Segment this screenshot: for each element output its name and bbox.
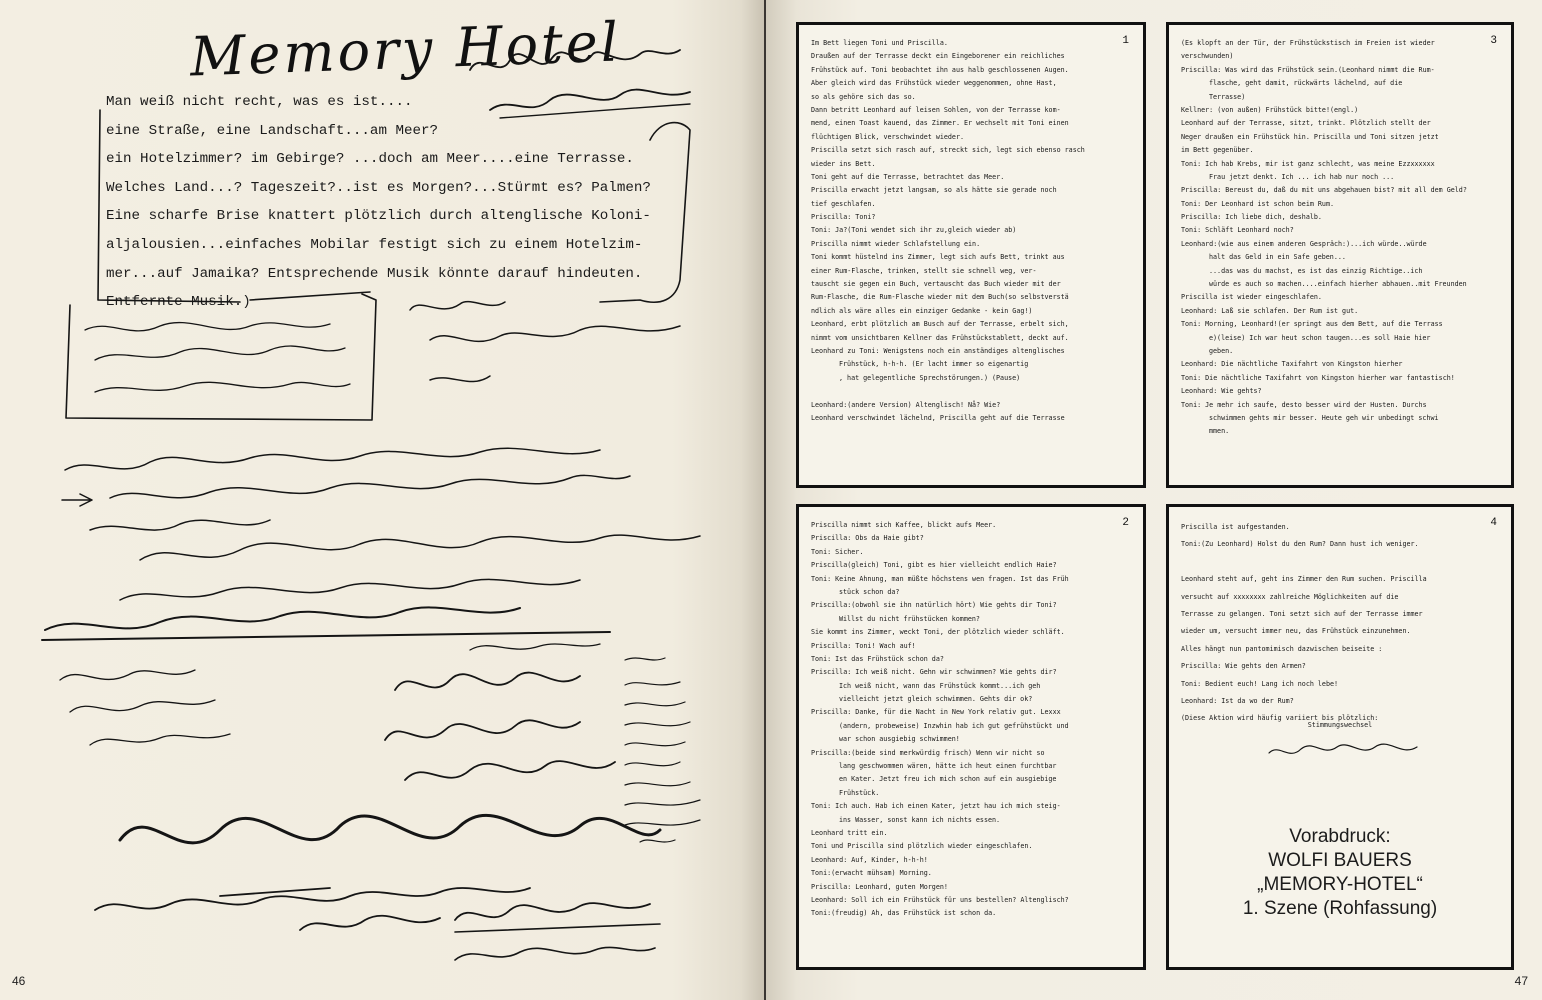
preprint-title: „MEMORY-HOTEL“ xyxy=(1257,874,1423,895)
panel-line: geben. xyxy=(1209,346,1234,355)
panel-line: Priscilla:(beide sind merkwürdig frisch) Wenn wir nicht so xyxy=(811,748,1045,757)
panel-line: halt das Geld in ein Safe geben... xyxy=(1209,253,1346,262)
panel-line: Priscilla:(obwohl sie ihn natürlich hört) Wie gehts dir Toni? xyxy=(811,601,1057,610)
panel-line: Terrasse) xyxy=(1209,92,1246,101)
panel-number: 2 xyxy=(1122,517,1129,529)
panel-line: wieder um, versucht immer neu, das Frühstück einzunehmen. xyxy=(1181,627,1411,636)
handwriting-line xyxy=(65,448,600,470)
panel-line: Leonhard tritt ein. xyxy=(811,828,888,837)
manuscript-panel-4 xyxy=(1166,504,1514,970)
panel-line: ins Wasser, sonst kann ich nichts essen. xyxy=(839,815,1001,824)
panel-line: Priscilla setzt sich rasch auf, streckt sich, legt sich ebenso rasch xyxy=(811,146,1085,155)
handwriting-line xyxy=(120,815,660,842)
panel-line: mmen. xyxy=(1209,427,1230,436)
panel-line: Draußen auf der Terrasse deckt ein Eingeborener ein reichliches xyxy=(811,52,1065,61)
panel-line: Toni:(Zu Leonhard) Holst du den Rum? Dann hust ich weniger. xyxy=(1181,540,1419,549)
handwriting-line xyxy=(300,903,650,930)
panel-line xyxy=(811,385,1127,398)
panel-line: Toni:(erwacht mühsam) Morning. xyxy=(811,869,932,878)
panel-line: Neger draußen ein Frühstück hin. Priscilla und Toni sitzen jetzt xyxy=(1181,132,1439,141)
panel-line: Leonhard auf der Terrasse, sitzt, trinkt. Plötzlich stellt der xyxy=(1181,119,1431,128)
panel-line: Toni und Priscilla sind plötzlich wieder eingeschlafen. xyxy=(811,842,1033,851)
page-number-right: 47 xyxy=(1514,974,1528,988)
note-box-text xyxy=(85,323,350,392)
panel-line: Priscilla ist aufgestanden. xyxy=(1181,523,1290,531)
panel-line: Priscilla: Danke, für die Nacht in New York relativ gut. Lexxx xyxy=(811,708,1061,717)
panel-line: Leonhard:(wie aus einem anderen Gespräch:)...ich würde..würde xyxy=(1181,239,1427,248)
preprint-subtitle: 1. Szene (Rohfassung) xyxy=(1242,898,1438,919)
panel-line: Toni: Morning, Leonhard!(er springt aus dem Bett, auf die Terrass xyxy=(1181,320,1443,329)
panel-line: Toni: Ja?(Toni wendet sich ihr zu,gleich wieder ab) xyxy=(811,226,1017,235)
handwriting-line xyxy=(62,475,630,506)
typed-line: aljalousien...einfaches Mobilar festigt sich zu einem Hotelzim- xyxy=(106,236,643,253)
handwriting-line xyxy=(45,607,520,630)
panel-line xyxy=(1181,554,1495,571)
panel-line: Toni: Bedient euch! Lang ich noch lebe! xyxy=(1181,679,1339,688)
panel-line: Toni: Ich auch. Hab ich einen Kater, jetzt hau ich mich steig- xyxy=(811,802,1061,811)
panel-line: Leonhard zu Toni: Wenigstens noch ein anständiges altenglisches xyxy=(811,346,1065,355)
panel-line: im Bett gegenüber. xyxy=(1181,146,1254,155)
right-page xyxy=(766,0,1542,1000)
page-number-left: 46 xyxy=(12,974,26,988)
panel-line: Toni: Ist das Frühstück schon da? xyxy=(811,654,944,663)
panel-line: Frühstück. xyxy=(839,788,880,797)
preprint-label: Vorabdruck: xyxy=(1289,826,1391,847)
panel-line: Kellner: (von außen) Frühstück bitte!(engl.) xyxy=(1181,105,1359,114)
panel-number: 3 xyxy=(1490,35,1497,47)
panel-line: Toni: Schläft Leonhard noch? xyxy=(1181,226,1294,235)
panel-line: Frühstück, h-h-h. (Er lacht immer so eigenartig xyxy=(839,360,1029,369)
panel-line: Toni: Je mehr ich saufe, desto besser wird der Husten. Durchs xyxy=(1181,400,1427,409)
underline-stroke xyxy=(42,632,610,640)
handwriting-line xyxy=(90,520,270,530)
panel-line: en Kater. Jetzt freu ich mich schon auf ein ausgiebige xyxy=(839,775,1057,784)
panel-line: Terrasse zu gelangen. Toni setzt sich auf der Terrasse immer xyxy=(1181,609,1423,618)
left-page xyxy=(0,0,764,1000)
panel-line: Toni: Keine Ahnung, man müßte höchstens wen fragen. Ist das Früh xyxy=(811,574,1069,583)
panel-line: Priscilla: Ich liebe dich, deshalb. xyxy=(1181,213,1322,222)
underline-stroke xyxy=(220,888,330,896)
handwriting-line xyxy=(95,888,530,910)
panel-line: (Es klopft an der Tür, der Frühstückstisch im Freien ist wieder xyxy=(1181,39,1435,47)
panel-line: Toni: Die nächtliche Taxifahrt von Kingston hierher war fantastisch! xyxy=(1181,373,1455,382)
panel-line: , hat gelegentliche Sprechstörungen.) (Pause) xyxy=(839,373,1021,382)
panel-line: Leonhard verschwindet lächelnd, Priscilla geht auf die Terrasse xyxy=(811,413,1065,422)
panel-line: würde es auch so machen....einfach hierher abhauen..mit Freunden xyxy=(1209,280,1467,289)
typed-line: Welches Land...? Tageszeit?..ist es Morgen?...Stürmt es? Palmen? xyxy=(106,179,651,196)
panel-line: war schon ausgiebig schwimmen! xyxy=(839,735,960,744)
handwritten-title: Memory Hotel xyxy=(189,10,622,89)
panel-line: Dann betritt Leonhard auf leisen Sohlen, von der Terrasse kom- xyxy=(811,105,1061,114)
underline-stroke xyxy=(455,924,660,932)
panel-line: e)(leise) Ich war heut schon taugen...es soll Haie hier xyxy=(1209,333,1431,342)
handwriting-line xyxy=(120,579,580,600)
manuscript-panel-1 xyxy=(796,22,1146,488)
panel-line: ...das was du machst, es ist das einzig Richtige..ich xyxy=(1209,266,1423,275)
panel-line: Im Bett liegen Toni und Priscilla. xyxy=(811,39,948,47)
manuscript-panel-2 xyxy=(796,504,1146,970)
panel-line: Ich weiß nicht, wann das Frühstück kommt...ich geh xyxy=(839,681,1041,690)
typed-line: mer...auf Jamaika? Entsprechende Musik könnte darauf hindeuten. xyxy=(106,265,643,282)
panel-line: flüchtigen Blick, verschwindet wieder. xyxy=(811,132,964,141)
panel-line: Leonhard: Wie gehts? xyxy=(1181,387,1262,396)
panel-line: Aber gleich wird das Frühstück wieder weggenommen, ohne Hast, xyxy=(811,79,1057,88)
name-list xyxy=(625,658,700,842)
typed-line: eine Straße, eine Landschaft...am Meer? xyxy=(106,122,439,139)
panel-line: Toni: Sicher. xyxy=(811,547,864,556)
typed-line: ein Hotelzimmer? im Gebirge? ...doch am Meer....eine Terrasse. xyxy=(106,151,634,168)
panel-line: versucht auf xxxxxxxx zahlreiche Möglichkeiten auf die xyxy=(1181,592,1399,601)
panel-line: Toni:(freudig) Ah, das Frühstück ist schon da. xyxy=(811,909,997,918)
typed-line: Entfernte Musik.) xyxy=(106,294,251,311)
panel-line: Toni: Der Leonhard ist schon beim Rum. xyxy=(1181,199,1334,208)
typed-line: Eine scharfe Brise knattert plötzlich durch altenglische Koloni- xyxy=(106,208,651,225)
panel-line: Leonhard: Die nächtliche Taxifahrt von Kingston hierher xyxy=(1181,360,1403,369)
panel-line: Priscilla: Was wird das Frühstück sein.(Leonhard nimmt die Rum- xyxy=(1181,65,1435,74)
panel-line: Priscilla(gleich) Toni, gibt es hier vielleicht endlich Haie? xyxy=(811,561,1057,570)
panel-line: Priscilla nimmt wieder Schlafstellung ein. xyxy=(811,239,981,248)
panel-line: Priscilla: Toni! Wach auf! xyxy=(811,641,916,650)
panel-line: tief geschlafen. xyxy=(811,199,876,208)
panel-line: Sie kommt ins Zimmer, weckt Toni, der plötzlich wieder schläft. xyxy=(811,628,1065,637)
panel-line: verschwunden) xyxy=(1181,52,1234,61)
handwriting-line xyxy=(405,761,615,780)
panel-line: vielleicht jetzt gleich schwimmen. Gehts dir ok? xyxy=(839,695,1033,704)
handwriting-line xyxy=(470,644,600,650)
panel-line: Alles hängt nun pantomimisch dazwischen beiseite : xyxy=(1181,644,1383,653)
panel-line: mend, einen Toast kauend, das Zimmer. Er wechselt mit Toni einen xyxy=(811,119,1069,128)
panel-line: so als gehöre sich das so. xyxy=(811,92,916,101)
panel-line: Leonhard: Ist da wo der Rum? xyxy=(1181,696,1294,705)
panel-line: Priscilla nimmt sich Kaffee, blickt aufs Meer. xyxy=(811,521,997,529)
panel-line: (Diese Aktion wird häufig variiert bis plötzlich: xyxy=(1181,714,1379,723)
panel-line: ndlich als wäre alles ein einziger Gedanke - kein Gag!) xyxy=(811,306,1033,315)
typed-line: Man weiß nicht recht, was es ist.... xyxy=(106,94,413,110)
panel-line: Leonhard: Soll ich ein Frühstück für uns bestellen? Altenglisch? xyxy=(811,895,1069,904)
handwriting-line xyxy=(385,720,580,740)
panel-line: Frau jetzt denkt. Ich ... ich hab nur noch ... xyxy=(1209,172,1395,181)
panel-line: Frühstück auf. Toni beobachtet ihn aus halb geschlossenen Augen. xyxy=(811,65,1069,74)
panel-line: Priscilla: Toni? xyxy=(811,213,876,222)
panel-line: stück schon da? xyxy=(839,587,900,596)
handwriting-line xyxy=(140,535,700,560)
panel-line: flasche, geht damit, rückwärts lächelnd, auf die xyxy=(1209,79,1403,88)
panel-line: Priscilla: Ich weiß nicht. Gehn wir schwimmen? Wie gehts dir? xyxy=(811,668,1057,677)
panel-line: Priscilla erwacht jetzt langsam, so als hätte sie gerade noch xyxy=(811,186,1057,195)
preprint-caption xyxy=(1169,825,1511,921)
typed-text-block xyxy=(106,88,666,317)
preprint-author: WOLFI BAUERS xyxy=(1268,850,1412,871)
panel-line: schwimmen gehts mir besser. Heute geh wir unbedingt schwi xyxy=(1209,413,1439,422)
panel-line: Priscilla ist wieder eingeschlafen. xyxy=(1181,293,1322,302)
panel-line: Toni geht auf die Terrasse, betrachtet das Meer. xyxy=(811,172,1005,181)
handwriting-line xyxy=(455,947,655,960)
panel-number: 4 xyxy=(1490,517,1497,529)
panel-line: Priscilla: Leonhard, guten Morgen! xyxy=(811,882,948,891)
manuscript-panel-3 xyxy=(1166,22,1514,488)
panel-line: wieder ins Bett. xyxy=(811,159,876,168)
panel-line: einer Rum-Flasche, trinken, stellt sie schnell weg, ver- xyxy=(811,266,1037,275)
panel-line: Leonhard:(andere Version) Altenglisch! Nå? Wie? xyxy=(811,400,1001,409)
panel-line: Priscilla: Bereust du, daß du mit uns abgehauen bist? mit all dem Geld? xyxy=(1181,186,1467,195)
panel-line: Priscilla: Obs da Haie gibt? xyxy=(811,534,924,543)
panel-line: Leonhard: Auf, Kinder, h-h-h! xyxy=(811,855,928,864)
mood-change-label: Stimmungswechsel xyxy=(1307,721,1373,729)
margin-note xyxy=(60,670,230,745)
panel-line: nimmt vom unsichtbaren Kellner das Frühstückstablett, deckt auf. xyxy=(811,333,1069,342)
panel-number: 1 xyxy=(1122,35,1129,47)
panel-line: Leonhard steht auf, geht ins Zimmer den Rum suchen. Priscilla xyxy=(1181,575,1427,584)
panel-line: Leonhard, erbt plötzlich am Busch auf der Terrasse, erbelt sich, xyxy=(811,320,1069,329)
panel-line: Willst du nicht frühstücken kommen? xyxy=(839,614,980,623)
panel-line: tauscht sie gegen ein Buch, vertauscht das Buch wieder mit der xyxy=(811,280,1061,289)
panel-line: Rum-Flasche, die Rum-Flasche wieder mit dem Buch(so selbstverstä xyxy=(811,293,1069,302)
panel-line: (andern, probeweise) Inzwhin hab ich gut gefrühstückt und xyxy=(839,721,1069,730)
panel-line: Toni: Ich hab Krebs, mir ist ganz schlecht, was meine Ezzxxxxxx xyxy=(1181,159,1435,168)
panel-line: lang geschwommen wären, hätte ich heut einen furchtbar xyxy=(839,762,1057,771)
handwriting-line xyxy=(395,673,580,690)
panel-line: Priscilla: Wie gehts den Armen? xyxy=(1181,662,1306,671)
panel-line: Leonhard: Laß sie schlafen. Der Rum ist gut. xyxy=(1181,306,1359,315)
panel-line: Toni kommt hüstelnd ins Zimmer, legt sich aufs Bett, trinkt aus xyxy=(811,253,1065,262)
